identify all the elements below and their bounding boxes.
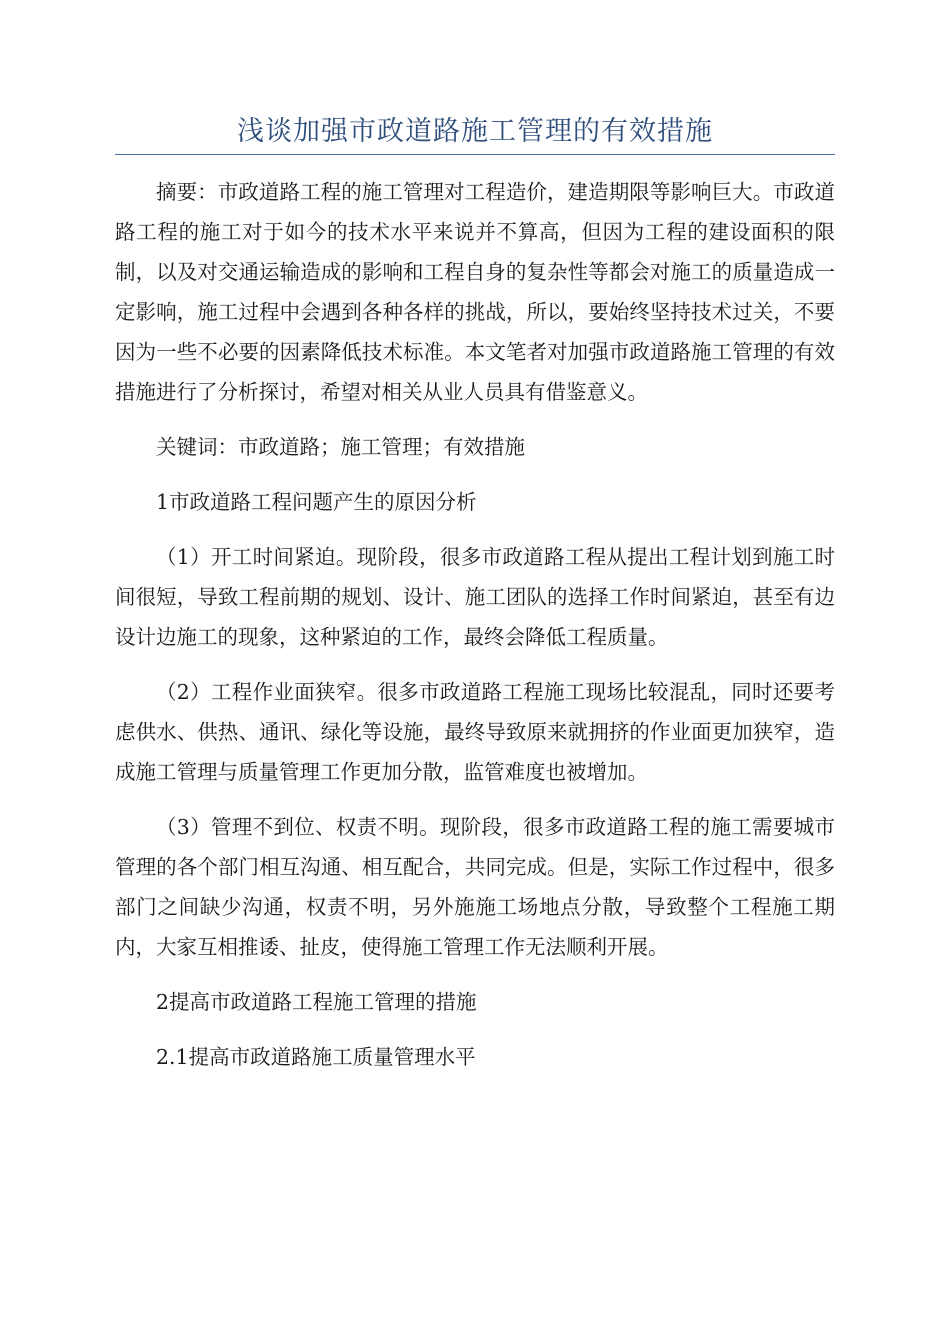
paragraph-2: （2）工程作业面狭窄。很多市政道路工程施工现场比较混乱，同时还要考虑供水、供热、通讯、绿化等设施，最终导致原来就拥挤的作业面更加狭窄，造成施工管理与质量管理工作更加分散，监管难度也被增加。: [115, 680, 835, 784]
abstract-paragraph: 摘要：市政道路工程的施工管理对工程造价，建造期限等影响巨大。市政道路工程的施工对于如今的技术水平来说并不算高，但因为工程的建设面积的限制，以及对交通运输造成的影响和工程自身的复杂性等都会对施工的质量造成一定影响，施工过程中会遇到各种各样的挑战，所以，要始终坚持技术过关，不要因为一些不必要的因素降低技术标准。本文笔者对加强市政道路施工管理的有效措施进行了分析探讨，希望对相关从业人员具有借鉴意义。: [115, 180, 835, 404]
paragraph-3: （3）管理不到位、权责不明。现阶段，很多市政道路工程的施工需要城市管理的各个部门相互沟通、相互配合，共同完成。但是，实际工作过程中，很多部门之间缺少沟通，权责不明，另外施施工场地点分散，导致整个工程施工期内，大家互相推诿、扯皮，使得施工管理工作无法顺利开展。: [115, 815, 835, 959]
document-body: [115, 172, 835, 1092]
keywords-line: 关键词：市政道路；施工管理；有效措施: [156, 435, 525, 459]
title-underline: [115, 154, 835, 155]
paragraph-1: （1）开工时间紧迫。现阶段，很多市政道路工程从提出工程计划到施工时间很短，导致工程前期的规划、设计、施工团队的选择工作时间紧迫，甚至有边设计边施工的现象，这种紧迫的工作，最终会降低工程质量。: [115, 545, 835, 649]
section-2-heading: 2提高市政道路工程施工管理的措施: [156, 990, 477, 1014]
section-2-1-heading: 2.1提高市政道路施工质量管理水平: [156, 1045, 476, 1069]
section-1-heading: 1市政道路工程问题产生的原因分析: [156, 490, 477, 514]
document-title: 浅谈加强市政道路施工管理的有效措施: [237, 116, 713, 147]
